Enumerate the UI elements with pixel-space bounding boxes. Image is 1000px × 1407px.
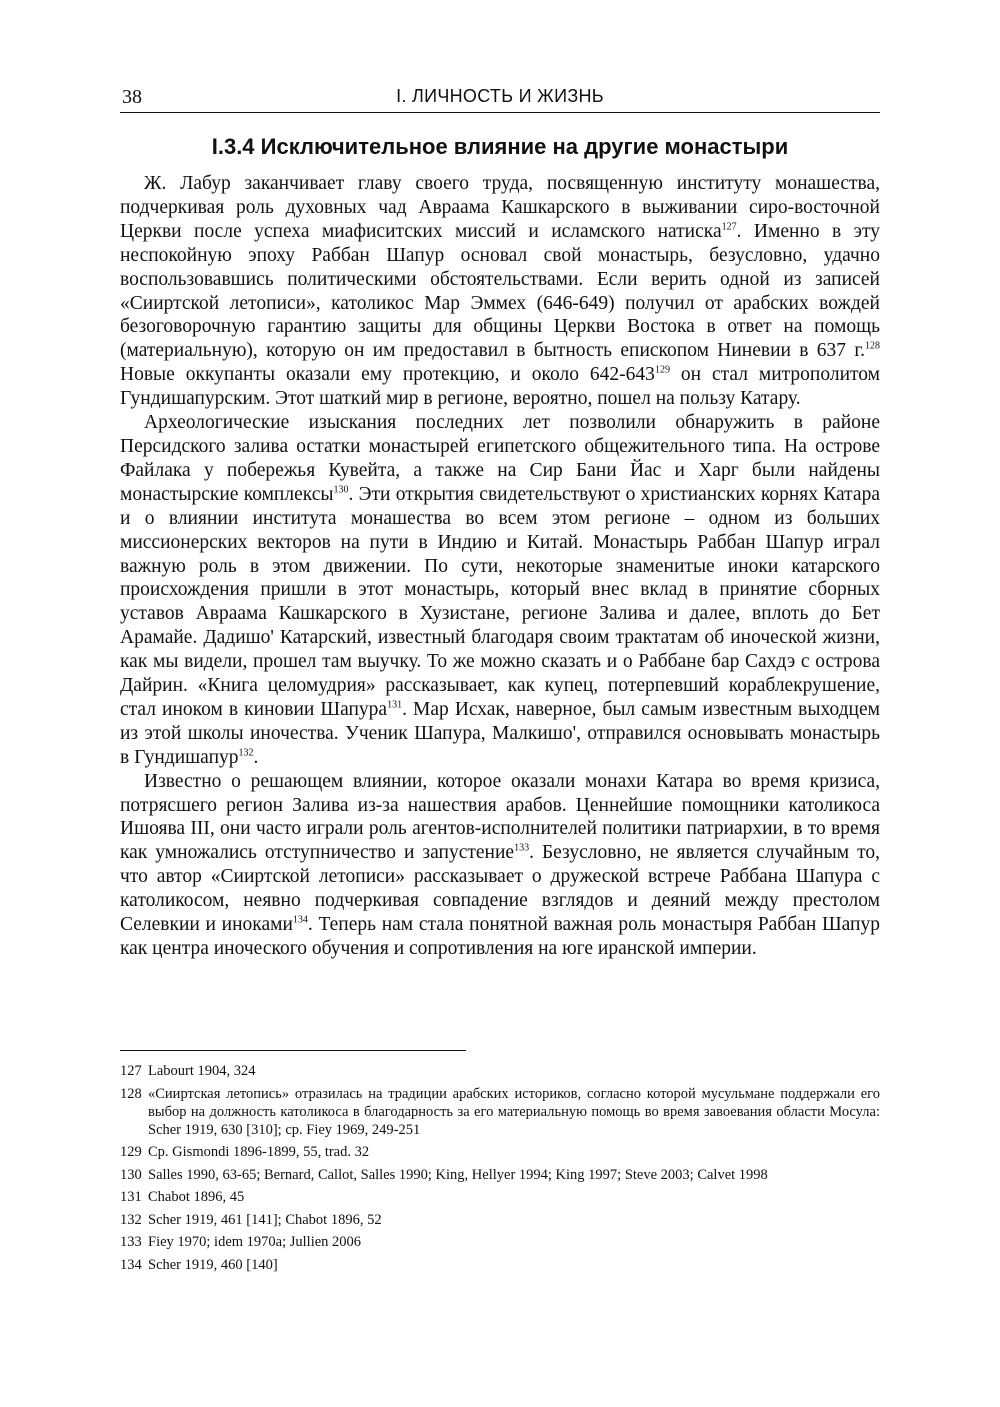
text-run: . Эти открытия свидетельствуют о христианских корнях Катара и о влиянии института монашества во всем этом регионе – одном из больших миссионерских векторов на пути в Индию и Китай. Монастырь Раббан Шапур играл важную роль в этом движении. По сути, некоторые знаменитые иноки катарского происхождения пришли в этот монастырь, который внес вклад в принятие сборных уставов Авраама Кашкарского в Хузистане, регионе Залива и далее, вплоть до Бет Арамайе. Дадишо' Катарский, известный благодаря своим трактатам об иноческой жизни, как мы видели, прошел там выучку. То же можно сказать и о Раббане бар Сахдэ с острова Дайрин. «Книга целомудрия» рассказывает, как купец, потерпевший кораблекрушение, стал иноком в киновии Шапура xyxy=(120,483,880,720)
page-number: 38 xyxy=(122,86,142,108)
footnote-number: 127 xyxy=(120,1063,142,1079)
footnote-divider xyxy=(120,1050,466,1051)
footnote xyxy=(120,1143,880,1161)
text-run: Известно о решающем влиянии, которое оказали монахи Катара во время кризиса, потрясшего регион Залива из-за нашествия арабов. Ценнейшие помощники католикоса Ишоява III, они часто играли роль агентов-исполнителей политики патриархии, в то время как умножались отступничество и запустение xyxy=(120,770,880,864)
running-title: I. ЛИЧНОСТЬ И ЖИЗНЬ xyxy=(396,86,604,106)
footnote xyxy=(120,1256,880,1274)
text-run: . Безусловно, не является случайным то, что автор «Сииртской летописи» рассказывает о дружеской встрече Раббана Шапура с католикосом, неявно подчеркивая совпадение взглядов и деяний между престолом Селевкии и иноками xyxy=(120,842,880,936)
footnote xyxy=(120,1062,880,1080)
footnote-ref: 134 xyxy=(292,914,308,926)
footnote-text: Scher 1919, 460 [140] xyxy=(148,1256,278,1273)
footnote-text: Salles 1990, 63-65; Bernard, Callot, Salles 1990; King, Hellyer 1994; King 1997; Steve 2003; Calvet 1998 xyxy=(148,1166,768,1183)
paragraph xyxy=(120,770,880,961)
footnote xyxy=(120,1211,880,1229)
footnote-text: Labourt 1904, 324 xyxy=(148,1063,256,1079)
text-run: . Теперь нам стала понятной важная роль монастыря Раббан Шапур как центра иноческого обучения и сопротивления на юге иранской империи. xyxy=(120,914,880,959)
footnote-ref: 128 xyxy=(865,340,880,352)
footnote-text: «Сииртская летопись» отразилась на традиции арабских историков, согласно которой мусульмане поддержали его выбор на должность католикоса в благодарность за его материальную помощь во время завоевания области Мосула: Scher 1919, 630 [310]; cp. Fiey 1969, 249-251 xyxy=(148,1085,880,1138)
footnote xyxy=(120,1233,880,1251)
footnote-ref: 133 xyxy=(514,842,530,854)
text-run: . Мар Исхак, наверное, был самым известным выходцем из этой школы иночества. Ученик Шапура, Малкишо', отправился основывать монастырь в Гундишапур xyxy=(120,698,880,768)
footnote-ref: 130 xyxy=(333,484,349,496)
text-run: он стал митрополитом Гундишапурским. Этот шаткий мир в регионе, вероятно, пошел на пользу Катару. xyxy=(120,364,880,410)
footnote-number: 133 xyxy=(120,1234,142,1250)
footnote-number: 128 xyxy=(120,1085,142,1102)
paragraph xyxy=(120,411,880,770)
footnotes xyxy=(120,1062,880,1278)
footnote-text: Cp. Gismondi 1896-1899, 55, trad. 32 xyxy=(148,1144,370,1160)
section-title: I.3.4 Исключительное влияние на другие монастыри xyxy=(211,134,789,159)
paragraph xyxy=(120,172,880,411)
footnote xyxy=(120,1188,880,1206)
text-run: . xyxy=(253,746,259,768)
footnote xyxy=(120,1166,880,1184)
footnote-ref: 132 xyxy=(238,747,254,759)
running-head xyxy=(120,82,880,113)
text-run: Археологические изыскания последних лет позволили обнаружить в районе Персидского залива остатки монастырей египетского общежительного типа. На острове Файлака у побережья Кувейта, а также на Сир Бани Йас и Харг были найдены монастырские комплексы xyxy=(120,412,880,505)
body-text xyxy=(120,172,880,961)
footnote xyxy=(120,1085,880,1139)
footnote-number: 132 xyxy=(120,1211,142,1228)
text-run: . Именно в эту неспокойную эпоху Раббан Шапур основал свой монастырь, безусловно, удачно воспользовавшись политическими обстоятельствами. Если верить одной из записей «Сииртской летописи», католикос Мар Эммех (646-649) получил от арабских вождей безоговорочную гарантию защиты для общины Церкви Востока в ответ на помощь (материальную), которую он им предоставил в бытность епископом Ниневии в 637 г. xyxy=(120,220,880,362)
footnote-text: Chabot 1896, 45 xyxy=(148,1189,245,1205)
footnote-ref: 129 xyxy=(654,364,670,376)
text-run: Ж. Лабур заканчивает главу своего труда, посвященную институту монашества, подчеркивая роль духовных чад Авраама Кашкарского в выживании сиро-восточной Церкви после успеха миафиситских миссий и исламского натиска xyxy=(120,173,880,242)
footnote-ref: 131 xyxy=(387,699,403,711)
footnote-text: Fiey 1970; idem 1970a; Jullien 2006 xyxy=(148,1234,362,1250)
footnote-number: 134 xyxy=(120,1256,142,1273)
footnote-ref: 127 xyxy=(721,221,737,233)
footnote-number: 129 xyxy=(120,1144,142,1160)
footnote-number: 130 xyxy=(120,1166,142,1183)
footnote-text: Scher 1919, 461 [141]; Chabot 1896, 52 xyxy=(148,1211,382,1228)
text-run: Новые оккупанты оказали ему протекцию, и около 642-643 xyxy=(120,364,655,386)
footnote-number: 131 xyxy=(120,1189,142,1205)
